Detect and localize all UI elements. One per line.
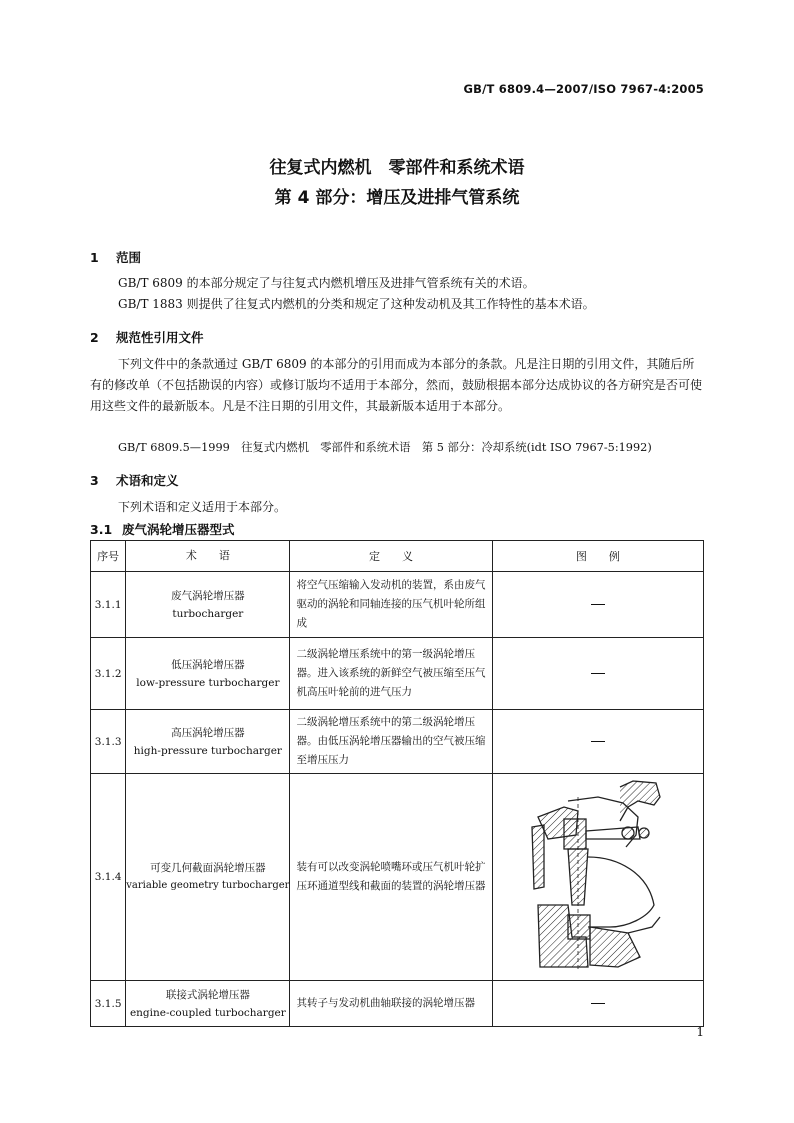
term-en: engine-coupled turbocharger (129, 1006, 286, 1019)
row-definition: 其转子与发动机曲轴联接的涡轮增压器 (290, 981, 492, 1027)
section-1-heading (90, 248, 141, 266)
row-no: 3.1.5 (91, 981, 126, 1027)
row-figure (492, 774, 703, 981)
table-row (91, 638, 704, 710)
row-figure (492, 710, 703, 774)
section-2-reference: GB/T 6809.5—1999 往复式内燃机 零部件和系统术语 第 5 部分：冷却系统(idt ISO 7967-5:1992) (118, 441, 652, 454)
term-zh: 联接式涡轮增压器 (165, 988, 250, 1001)
section-2-heading (90, 328, 204, 346)
section-1-para-2: GB/T 1883 则提供了往复式内燃机的分类和规定了这种发动机及其工作特性的基本术语。 (118, 297, 595, 311)
row-term (126, 774, 290, 981)
row-definition: 二级涡轮增压系统中的第一级涡轮增压器。进入该系统的新鲜空气被压缩至压气机高压叶轮前的进气压力 (290, 638, 492, 710)
dash-placeholder (591, 604, 605, 605)
doc-title-line2: 第 4 部分：增压及进排气管系统 (274, 188, 520, 208)
doc-title-line1: 往复式内燃机 零部件和系统术语 (269, 158, 525, 178)
section-number: 3 (90, 473, 99, 488)
turbocharger-section-drawing (528, 777, 668, 975)
row-figure (492, 572, 703, 638)
section-number: 3.1 (90, 522, 113, 537)
section-title: 废气涡轮增压器型式 (122, 522, 235, 537)
section-number: 1 (90, 250, 99, 265)
section-title: 术语和定义 (116, 473, 179, 488)
section-3-1-heading (90, 520, 235, 538)
row-no: 3.1.1 (91, 572, 126, 638)
dash-placeholder (591, 1003, 605, 1004)
row-figure (492, 981, 703, 1027)
section-3-heading (90, 471, 179, 489)
table-row (91, 710, 704, 774)
table-header-row (91, 541, 704, 572)
term-en: variable geometry turbocharger (126, 880, 290, 891)
row-figure (492, 638, 703, 710)
header-term: 术 语 (126, 541, 290, 572)
term-en: turbocharger (172, 607, 244, 620)
standard-code: GB/T 6809.4—2007/ISO 7967-4:2005 (463, 82, 704, 96)
terms-table (90, 540, 704, 1027)
section-3-para-1: 下列术语和定义适用于本部分。 (118, 500, 287, 514)
row-definition: 装有可以改变涡轮喷嘴环或压气机叶轮扩压环通道型线和截面的装置的涡轮增压器 (290, 774, 492, 981)
term-zh: 高压涡轮增压器 (171, 726, 245, 739)
header-def: 定 义 (290, 541, 492, 572)
section-title: 范围 (116, 250, 142, 265)
row-term (126, 981, 290, 1027)
table-row (91, 981, 704, 1027)
dash-placeholder (591, 741, 605, 742)
section-number: 2 (90, 330, 99, 345)
row-term (126, 638, 290, 710)
dash-placeholder (591, 673, 605, 674)
term-zh: 废气涡轮增压器 (171, 589, 245, 602)
term-en: low-pressure turbocharger (136, 676, 280, 689)
row-definition: 二级涡轮增压系统中的第二级涡轮增压器。由低压涡轮增压器输出的空气被压缩至增压压力 (290, 710, 492, 774)
term-zh: 低压涡轮增压器 (171, 658, 245, 671)
section-title: 规范性引用文件 (116, 330, 204, 345)
page-number: 1 (696, 1025, 704, 1039)
header-fig: 图 例 (492, 541, 703, 572)
row-definition: 将空气压缩输入发动机的装置，系由废气驱动的涡轮和同轴连接的压气机叶轮所组成 (290, 572, 492, 638)
section-2-para-1: 下列文件中的条款通过 GB/T 6809 的本部分的引用而成为本部分的条款。凡是注日期的引用文件，其随后所有的修改单（不包括勘误的内容）或修订版均不适用于本部分，然而，鼓励根据本部分达成协议的各方研究是否可使用这些文件的最新版本。凡是不注日期的引用文件，其最新版本适用于本部分。 (90, 357, 703, 413)
row-no: 3.1.3 (91, 710, 126, 774)
row-no: 3.1.4 (91, 774, 126, 981)
term-zh: 可变几何截面涡轮增压器 (150, 862, 266, 874)
table-row (91, 572, 704, 638)
row-term (126, 572, 290, 638)
row-term (126, 710, 290, 774)
header-no: 序号 (91, 541, 126, 572)
row-no: 3.1.2 (91, 638, 126, 710)
term-en: high-pressure turbocharger (133, 744, 282, 757)
table-row (91, 774, 704, 981)
section-1-para-1: GB/T 6809 的本部分规定了与往复式内燃机增压及进排气管系统有关的术语。 (118, 276, 535, 290)
